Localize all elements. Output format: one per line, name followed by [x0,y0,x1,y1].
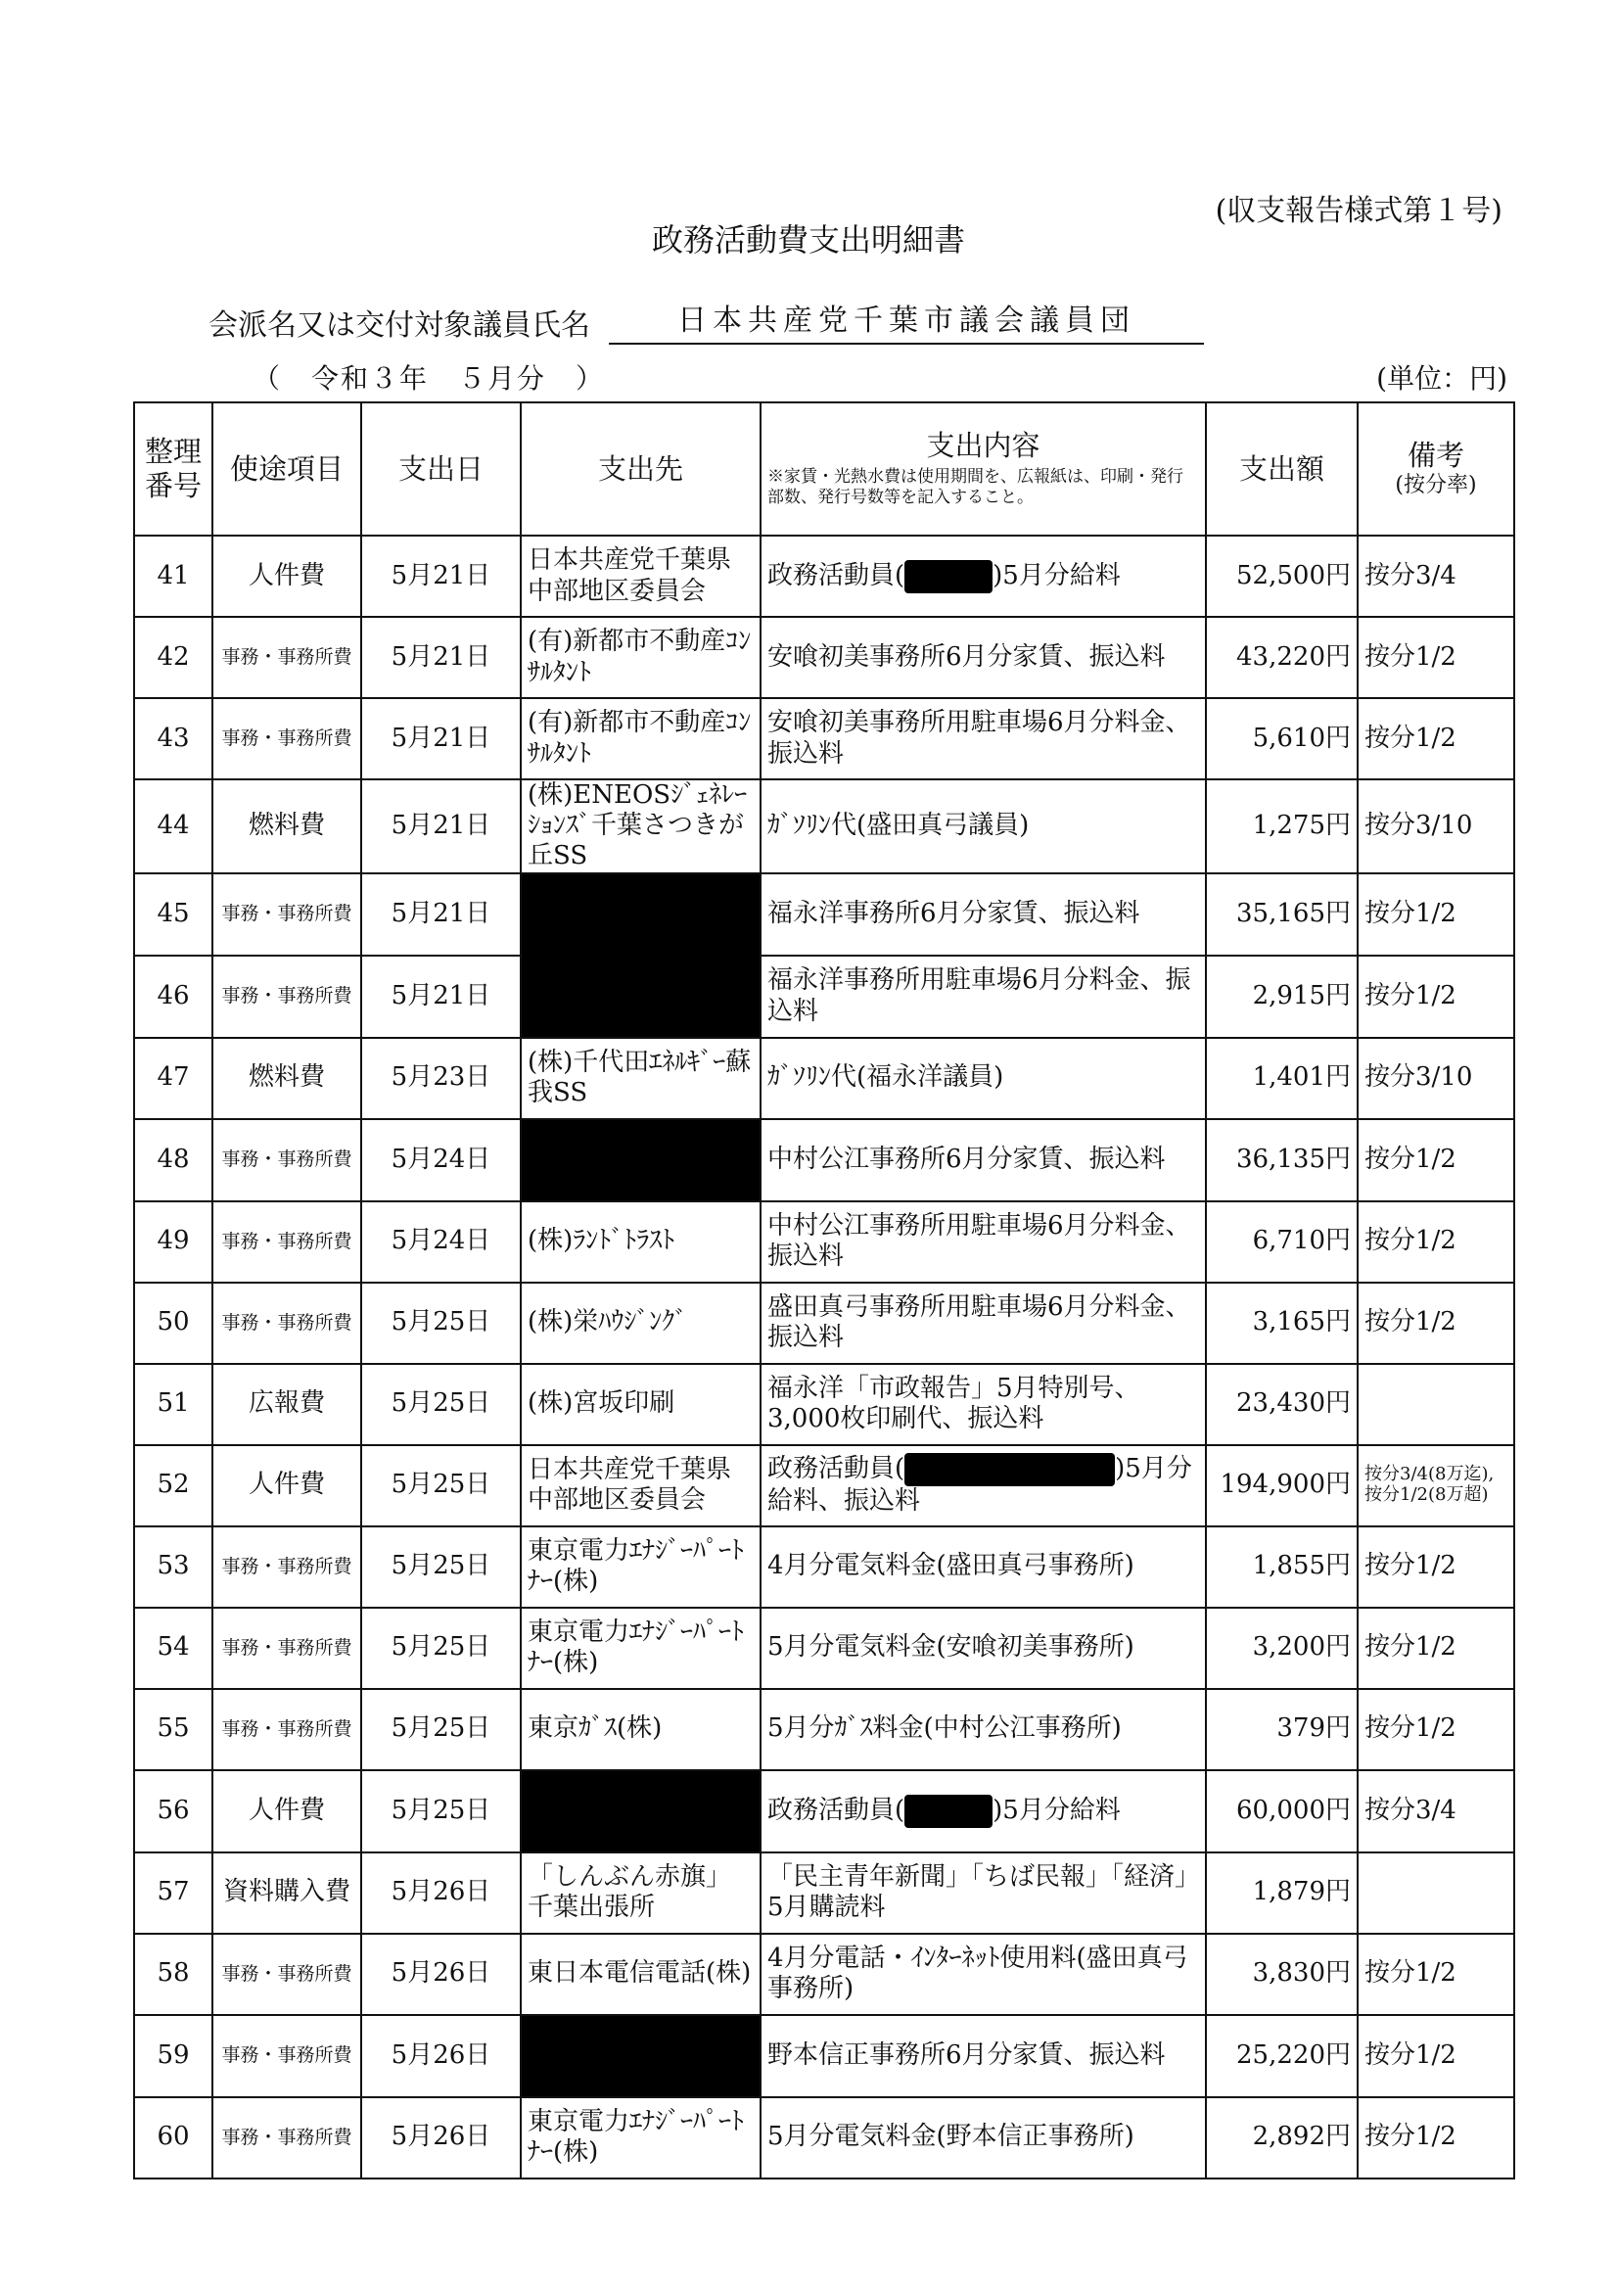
table-row [134,1689,1514,1770]
row-description [761,536,1206,617]
row-number: 44 [134,779,212,873]
table-row [134,1364,1514,1445]
row-payee: (株)ﾗﾝﾄﾞﾄﾗｽﾄ [521,1201,761,1283]
remarks-header-label: 備考 [1407,439,1464,473]
row-amount: 1,401円 [1206,1038,1358,1119]
row-date: 5月25日 [361,1364,521,1445]
table-row [134,779,1514,873]
row-payee [521,1770,761,1852]
row-number: 50 [134,1283,212,1364]
redaction-block [904,1453,1115,1486]
row-remarks: 按分1/2 [1358,1201,1514,1283]
row-date: 5月25日 [361,1283,521,1364]
row-description: 福永洋事務所用駐車場6月分料金、振込料 [761,956,1206,1038]
row-category: 事務・事務所費 [212,1608,361,1689]
row-date: 5月25日 [361,1770,521,1852]
row-amount: 3,165円 [1206,1283,1358,1364]
content-header-label: 支出内容 [926,429,1040,463]
row-category: 人件費 [212,536,361,617]
row-category: 事務・事務所費 [212,1119,361,1201]
row-date: 5月25日 [361,1689,521,1770]
row-remarks: 按分1/2 [1358,698,1514,779]
col-header-payee: 支出先 [521,402,761,536]
row-date: 5月21日 [361,779,521,873]
row-amount: 1,855円 [1206,1526,1358,1608]
row-category: 人件費 [212,1445,361,1526]
row-date: 5月21日 [361,698,521,779]
row-category: 事務・事務所費 [212,2015,361,2097]
row-description: 5月分電気料金(野本信正事務所) [761,2097,1206,2179]
row-number: 54 [134,1608,212,1689]
row-number: 55 [134,1689,212,1770]
row-amount: 25,220円 [1206,2015,1358,2097]
form-number: (収支報告様式第１号) [1215,194,1502,228]
row-number: 47 [134,1038,212,1119]
row-remarks: 按分1/2 [1358,1608,1514,1689]
row-amount: 194,900円 [1206,1445,1358,1526]
row-payee: (株)宮坂印刷 [521,1364,761,1445]
row-date: 5月25日 [361,1445,521,1526]
row-date: 5月25日 [361,1608,521,1689]
row-category: 広報費 [212,1364,361,1445]
header-row [134,402,1514,536]
redaction-block [522,2016,760,2096]
row-payee: (株)栄ﾊｳｼﾞﾝｸﾞ [521,1283,761,1364]
row-remarks: 按分1/2 [1358,1934,1514,2015]
row-number: 57 [134,1852,212,1934]
row-amount: 6,710円 [1206,1201,1358,1283]
redaction-block [522,1120,760,1200]
table-row [134,1201,1514,1283]
row-description: 福永洋「市政報告」5月特別号、3,000枚印刷代、振込料 [761,1364,1206,1445]
period: （ 令和３年 ５月分 ） [253,362,606,395]
row-remarks: 按分1/2 [1358,1119,1514,1201]
row-payee: 東京電力ｴﾅｼﾞｰﾊﾟｰﾄﾅｰ(株) [521,1608,761,1689]
row-payee: (有)新都市不動産ｺﾝｻﾙﾀﾝﾄ [521,698,761,779]
row-category: 資料購入費 [212,1852,361,1934]
row-remarks: 按分3/10 [1358,779,1514,873]
table-row [134,873,1514,956]
row-date: 5月21日 [361,956,521,1038]
table-row [134,536,1514,617]
expense-table [133,401,1515,2179]
row-payee: 東京電力ｴﾅｼﾞｰﾊﾟｰﾄﾅｰ(株) [521,1526,761,1608]
row-amount: 35,165円 [1206,873,1358,956]
table-row [134,1526,1514,1608]
row-description: ｶﾞｿﾘﾝ代(盛田真弓議員) [761,779,1206,873]
table-row [134,617,1514,698]
row-amount: 23,430円 [1206,1364,1358,1445]
row-remarks: 按分1/2 [1358,2015,1514,2097]
row-number: 51 [134,1364,212,1445]
row-payee: 東京電力ｴﾅｼﾞｰﾊﾟｰﾄﾅｰ(株) [521,2097,761,2179]
row-description: 5月分ｶﾞｽ料金(中村公江事務所) [761,1689,1206,1770]
row-date: 5月21日 [361,873,521,956]
row-date: 5月26日 [361,2097,521,2179]
row-number: 53 [134,1526,212,1608]
table-row [134,1852,1514,1934]
row-number: 49 [134,1201,212,1283]
row-description: ｶﾞｿﾘﾝ代(福永洋議員) [761,1038,1206,1119]
row-payee: (株)ENEOSｼﾞｪﾈﾚｰｼｮﾝｽﾞ千葉さつきが丘SS [521,779,761,873]
row-remarks: 按分1/2 [1358,2097,1514,2179]
row-category: 事務・事務所費 [212,617,361,698]
row-description: 安喰初美事務所6月分家賃、振込料 [761,617,1206,698]
row-category: 事務・事務所費 [212,873,361,956]
description-prefix: 政務活動員( [767,1795,905,1825]
description-suffix: )5月分給料 [993,1795,1121,1825]
unit-label: (単位：円) [1376,362,1507,395]
row-category: 人件費 [212,1770,361,1852]
row-remarks: 按分3/4 [1358,1770,1514,1852]
row-number: 46 [134,956,212,1038]
row-category: 事務・事務所費 [212,2097,361,2179]
row-category: 事務・事務所費 [212,1689,361,1770]
row-category: 燃料費 [212,779,361,873]
row-payee: 日本共産党千葉県中部地区委員会 [521,1445,761,1526]
table-row [134,1283,1514,1364]
row-number: 56 [134,1770,212,1852]
col-header-no: 整理番号 [134,402,212,536]
row-date: 5月26日 [361,1934,521,2015]
row-category: 燃料費 [212,1038,361,1119]
row-date: 5月24日 [361,1119,521,1201]
row-remarks: 按分1/2 [1358,956,1514,1038]
row-remarks: 按分1/2 [1358,1283,1514,1364]
row-amount: 3,830円 [1206,1934,1358,2015]
row-amount: 52,500円 [1206,536,1358,617]
description-prefix: 政務活動員( [767,560,905,590]
table-row [134,2097,1514,2179]
row-description [761,1445,1206,1526]
row-amount: 36,135円 [1206,1119,1358,1201]
row-remarks: 按分3/10 [1358,1038,1514,1119]
row-remarks: 按分1/2 [1358,1526,1514,1608]
row-remarks: 按分1/2 [1358,873,1514,956]
row-remarks: 按分1/2 [1358,1689,1514,1770]
row-payee: (株)千代田ｴﾈﾙｷﾞｰ蘇我SS [521,1038,761,1119]
row-category: 事務・事務所費 [212,1201,361,1283]
redaction-block [522,874,760,1037]
row-date: 5月24日 [361,1201,521,1283]
row-amount: 2,892円 [1206,2097,1358,2179]
row-payee [521,2015,761,2097]
row-date: 5月26日 [361,1852,521,1934]
row-payee: 日本共産党千葉県中部地区委員会 [521,536,761,617]
row-description: 5月分電気料金(安喰初美事務所) [761,1608,1206,1689]
row-number: 58 [134,1934,212,2015]
col-header-remarks [1358,402,1514,536]
redaction-block [904,1795,993,1828]
row-date: 5月23日 [361,1038,521,1119]
remarks-header-sub: (按分率) [1395,473,1477,498]
row-remarks [1358,1364,1514,1445]
row-amount: 5,610円 [1206,698,1358,779]
row-category: 事務・事務所費 [212,698,361,779]
col-header-amount: 支出額 [1206,402,1358,536]
row-remarks [1358,1852,1514,1934]
table-row [134,1934,1514,2015]
row-amount: 1,879円 [1206,1852,1358,1934]
table-row [134,1770,1514,1852]
row-number: 43 [134,698,212,779]
row-number: 59 [134,2015,212,2097]
row-number: 45 [134,873,212,956]
row-date: 5月25日 [361,1526,521,1608]
org-label: 会派名又は交付対象議員氏名 [208,308,590,343]
row-amount: 2,915円 [1206,956,1358,1038]
table-row [134,698,1514,779]
table-row [134,1038,1514,1119]
row-category: 事務・事務所費 [212,1526,361,1608]
col-header-content [761,402,1206,536]
row-date: 5月21日 [361,617,521,698]
row-number: 48 [134,1119,212,1201]
row-remarks: 按分1/2 [1358,617,1514,698]
table-row [134,2015,1514,2097]
document-title: 政務活動費支出明細書 [651,221,965,258]
row-description: 安喰初美事務所用駐車場6月分料金、振込料 [761,698,1206,779]
row-amount: 3,200円 [1206,1608,1358,1689]
row-amount: 43,220円 [1206,617,1358,698]
row-description: 4月分電話・ｲﾝﾀｰﾈｯﾄ使用料(盛田真弓事務所) [761,1934,1206,2015]
table-row [134,1445,1514,1526]
row-category: 事務・事務所費 [212,956,361,1038]
table-row [134,1119,1514,1201]
row-description [761,1770,1206,1852]
row-date: 5月26日 [361,2015,521,2097]
table-row [134,1608,1514,1689]
row-payee: 東日本電信電話(株) [521,1934,761,2015]
row-remarks: 按分3/4 [1358,536,1514,617]
row-category: 事務・事務所費 [212,1934,361,2015]
col-header-date: 支出日 [361,402,521,536]
row-description: 4月分電気料金(盛田真弓事務所) [761,1526,1206,1608]
row-payee: 「しんぶん赤旗」千葉出張所 [521,1852,761,1934]
row-date: 5月21日 [361,536,521,617]
row-number: 42 [134,617,212,698]
description-suffix: )5月分給料 [993,560,1121,590]
row-amount: 1,275円 [1206,779,1358,873]
row-payee [521,1119,761,1201]
row-amount: 379円 [1206,1689,1358,1770]
row-amount: 60,000円 [1206,1770,1358,1852]
description-suffix: )5月分給料、振込料 [767,1454,1192,1517]
row-remarks: 按分3/4(8万迄),按分1/2(8万超) [1358,1445,1514,1526]
row-description: 野本信正事務所6月分家賃、振込料 [761,2015,1206,2097]
content-header-note: ※家賃・光熱水費は使用期間を、広報紙は、印刷・発行部数、発行号数等を記入すること。 [767,467,1183,508]
row-number: 52 [134,1445,212,1526]
redaction-block [904,560,993,593]
redaction-block [522,1771,760,1851]
row-payee: (有)新都市不動産ｺﾝｻﾙﾀﾝﾄ [521,617,761,698]
row-number: 60 [134,2097,212,2179]
row-description: 福永洋事務所6月分家賃、振込料 [761,873,1206,956]
row-number: 41 [134,536,212,617]
row-description: 盛田真弓事務所用駐車場6月分料金、振込料 [761,1283,1206,1364]
row-description: 中村公江事務所用駐車場6月分料金、振込料 [761,1201,1206,1283]
table-row [134,956,1514,1038]
row-category: 事務・事務所費 [212,1283,361,1364]
org-name: 日本共産党千葉市議会議員団 [609,296,1204,345]
description-prefix: 政務活動員( [767,1454,905,1484]
row-payee [521,873,761,1038]
row-description: 中村公江事務所6月分家賃、振込料 [761,1119,1206,1201]
row-description: 「民主青年新聞」「ちば民報」「経済」5月購読料 [761,1852,1206,1934]
col-header-category: 使途項目 [212,402,361,536]
row-payee: 東京ｶﾞｽ(株) [521,1689,761,1770]
